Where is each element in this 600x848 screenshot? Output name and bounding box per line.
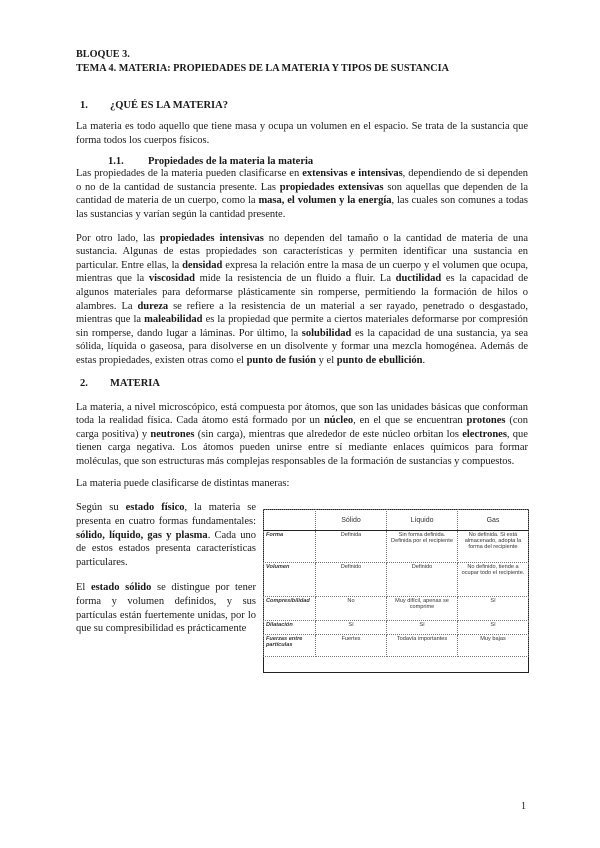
- table-cell: Definida: [316, 531, 387, 563]
- states-text-column: [76, 501, 256, 636]
- table-row: [264, 635, 529, 657]
- table-header-row: [264, 510, 529, 531]
- section-title: ¿QUÉ ES LA MATERIA?: [110, 100, 228, 111]
- table-row: [264, 531, 529, 563]
- table-header-cell: [264, 510, 316, 531]
- subsection-title: Propiedades de la materia la materia: [148, 156, 314, 168]
- page-number: 1: [521, 801, 526, 812]
- table-cell: Sin forma definida. Definida por el recipiente: [387, 531, 458, 563]
- table-row-header: Volumen: [264, 563, 316, 597]
- table-cell: Sí: [458, 597, 529, 621]
- intensive-properties-paragraph: Por otro lado, las propiedades intensivas no dependen del tamaño o la cantidad de materia de una sustancia. Algunas de estas propiedades son características y permiten identificar una sustancia en particular. Entre ellas, la densidad expresa la relación entre la masa de un cuerpo y el volumen que ocupa, mientras que la viscosidad mide la resistencia de un fluido a fluir. La ductilidad es la capacidad de algunos materiales para deformarse plásticamente sin romperse, permitiendo la formación de hilos o alambres. La dureza se refiere a la resistencia de un material a ser rayado, penetrado o desgastado, mientras que la maleabilidad es la propiedad que permite a ciertos materiales deformarse por compresión sin romperse, dando lugar a láminas. Por último, la solubilidad es la capacidad de una sustancia, ya sea sólida, líquida o gaseosa, para disolverse en un disolvente y formar una mezcla homogénea. Además de estas propiedades, existen otras como el punto de fusión y el punto de ebullición.: [76, 232, 529, 366]
- section-2-heading: [76, 378, 528, 389]
- table-header-cell: Líquido: [387, 510, 458, 531]
- table-row-header: Fuerzas entre partículas: [264, 635, 316, 657]
- table-row-header: Compresibilidad: [264, 597, 316, 621]
- section-1-paragraph: La materia es todo aquello que tiene masa y ocupa un volumen en el espacio. Se trata de la sustancia que forma todos los cuerpos físicos.: [76, 121, 528, 146]
- table-cell: Muy bajas: [458, 635, 529, 657]
- table-header-cell: Gas: [458, 510, 529, 531]
- table-cell: Definido: [387, 563, 458, 597]
- table-row: [264, 621, 529, 635]
- table-cell: Sí: [387, 621, 458, 635]
- physical-state-paragraph: Según su estado físico, la materia se presenta en cuatro formas fundamentales: sólido, líquido, gas y plasma. Cada uno de estos estados presenta características particulares.: [76, 502, 256, 569]
- atoms-paragraph: La materia, a nivel microscópico, está compuesta por átomos, que son las unidades básicas que conforman toda la realidad física. Cada átomo está formado por un núcleo, en el que se encuentran protones (con carga positiva) y neutrones (sin carga), mientras que alrededor de este núcleo orbitan los electrones, que tienen carga negativa. Los átomos pueden unirse entre sí mediante enlaces químicos para formar moléculas, que son estructuras más complejas responsables de la formación de sustancias y compuestos.: [76, 401, 528, 467]
- table-cell: No: [316, 597, 387, 621]
- table-row-header: Dilatación: [264, 621, 316, 635]
- section-1-heading: [76, 100, 528, 111]
- table-header-cell: Sólido: [316, 510, 387, 531]
- classification-intro: La materia puede clasificarse de distintas maneras:: [76, 478, 290, 490]
- table-cell: Sí: [316, 621, 387, 635]
- extensive-properties-paragraph: Las propiedades de la materia pueden clasificarse en extensivas e intensivas, dependiendo de si dependen o no de la cantidad de sustancia presente. Las propiedades extensivas son aquellas que dependen de la cantidad de materia de un cuerpo, como la masa, el volumen y la energía, las cuales son comunes a todas las sustancias y varían según la cantidad presente.: [76, 168, 529, 220]
- table-cell: No definida. Si está almacenado, adopta la forma del recipiente: [458, 531, 529, 563]
- table-cell: No definido, tiende a ocupar todo el recipiente.: [458, 563, 529, 597]
- table-row-header: Forma: [264, 531, 316, 563]
- section-number: 2.: [80, 377, 88, 389]
- states-table: [263, 509, 529, 657]
- subsection-number: 1.1.: [108, 156, 124, 168]
- document-page: [76, 48, 529, 649]
- table-row: [264, 597, 529, 621]
- topic-title: TEMA 4. MATERIA: PROPIEDADES DE LA MATERIA Y TIPOS DE SUSTANCIA: [76, 63, 449, 74]
- block-title: BLOQUE 3.: [76, 49, 130, 60]
- table-cell: Fuertes: [316, 635, 387, 657]
- solid-state-paragraph: El estado sólido se distingue por tener forma y volumen definidos, y sus partículas están fuertemente unidas, por lo que su compresibilidad es prácticamente: [76, 582, 257, 635]
- table-cell: Definido: [316, 563, 387, 597]
- section-1-1-heading: [76, 156, 528, 167]
- table-cell: Todavía importantes: [387, 635, 458, 657]
- section-title: MATERIA: [110, 377, 160, 389]
- states-section: [76, 501, 528, 649]
- table-row: [264, 563, 529, 597]
- section-number: 1.: [80, 100, 88, 111]
- table-cell: Muy difícil, apenas se comprime: [387, 597, 458, 621]
- table-cell: Sí: [458, 621, 529, 635]
